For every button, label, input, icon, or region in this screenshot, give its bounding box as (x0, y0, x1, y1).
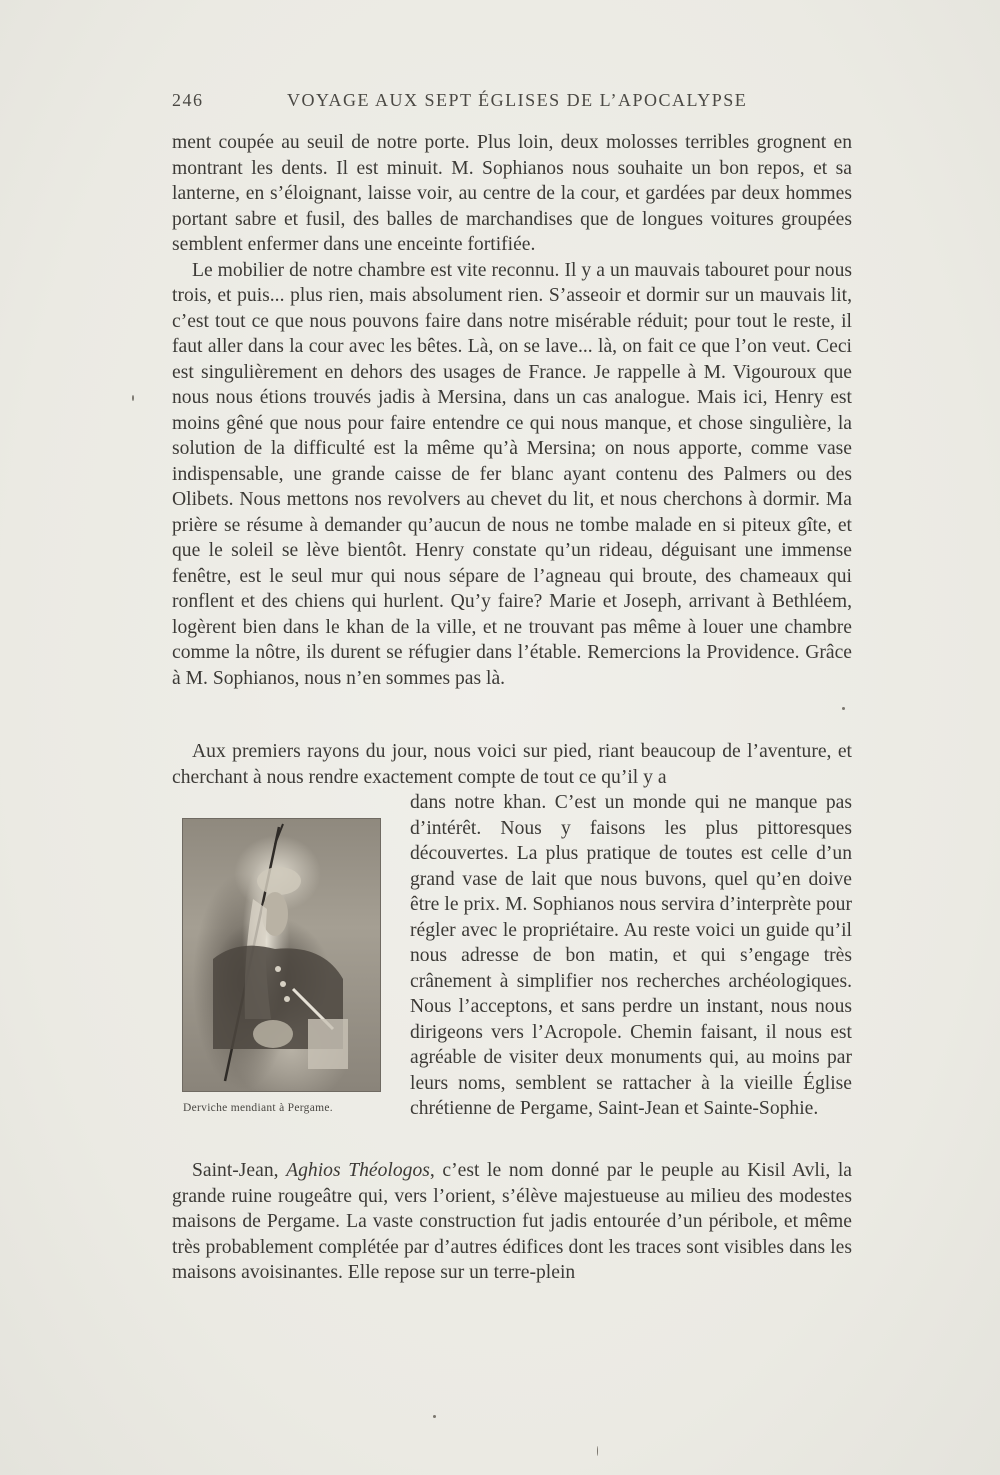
running-title: VOYAGE AUX SEPT ÉGLISES DE L’APOCALYPSE (287, 90, 748, 110)
photo-illustration (183, 819, 380, 1091)
text-run: , c’est le nom donné par le peuple au Kisil Avli, la grande ruine rougeâtre qui, vers l’orient, s’élève majestueuse au milieu des modestes maisons de Pergame. La vaste construction fut jadis entourée d’un péribole, et même très probablement complétée par d’autres édifices dont les traces sont visibles dans les maisons avoisinantes. Elle repose sur un terre-plein (172, 1160, 852, 1283)
figure-caption: Derviche mendiant à Pergame. (183, 1102, 333, 1114)
body-text-aux-start (172, 739, 852, 790)
body-text-wrapped (410, 790, 852, 1122)
speck (132, 395, 134, 401)
paragraph: dans notre khan. C’est un monde qui ne manque pas d’intérêt. Nous y faisons les plus pittoresques découvertes. La plus pratique de toutes est celle d’un grand vase de lait que nous buvons, quel qu’en doive être le prix. M. Sophianos nous servira d’interprète pour régler avec le propriétaire. Au reste voici un guide qu’il nous adresse de bon matin, et qui s’engage très crânement à simplifier nos recherches archéologiques. Nous l’acceptons, et sans perdre un instant, nous nous dirigeons vers l’Acropole. Chemin faisant, il nous est agréable de visiter deux monuments qui, au moins par leurs noms, semblent se rattacher à la vieille Église chrétienne de Pergame, Saint-Jean et Sainte-Sophie. (410, 792, 852, 1119)
speck (597, 1446, 598, 1456)
figure-wrap-area (172, 790, 852, 1160)
paragraph: Le mobilier de notre chambre est vite reconnu. Il y a un mauvais tabouret pour nous trois, et puis... plus rien, mais absolument rien. S’asseoir et dormir sur un mauvais lit, c’est tout ce que nous pouvons faire dans notre misérable réduit; pour tout le reste, il faut aller dans la cour avec les bêtes. Là, on se lave... là, on fait ce que l’on veut. Ceci est singulièrement en dehors des usages de France. Je rappelle à M. Vigouroux que nous nous étions trouvés jadis à Mersina, dans un cas analogue. Mais ici, Henry est moins gêné que nous pour faire entendre ce qui nous manque, et chose singulière, la solution de la difficulté est la même qu’à Mersina; on nous apporte, comme vase indispensable, une grande caisse de fer blanc ayant contenu des Palmers ou des Olibets. Nous mettons nos revolvers au chevet du lit, et nous cherchons à dormir. Ma prière se résume à demander qu’aucun de nous ne tombe malade en si piteux gîte, et que le soleil se lève bientôt. Henry constate qu’un rideau, déguisant une immense fenêtre, est le seul mur qui nous sépare de l’agneau qui broute, des chameaux qui ronflent et des chiens qui hurlent. Qu’y faire? Marie et Joseph, arrivant à Bethléem, logèrent bien dans le khan de la ville, et ne trouvant pas même à louer une chambre comme la nôtre, ils durent se réfugier dans l’étable. Remercions la Providence. Grâce à M. Sophianos, nous n’en sommes pas là. (172, 259, 852, 689)
italic-term: Aghios Théologos (286, 1160, 430, 1181)
figure (182, 818, 387, 1114)
page-number: 246 (172, 90, 204, 110)
dervish-photograph (182, 818, 381, 1092)
page-header (172, 90, 852, 116)
paragraph-saint-jean (172, 1158, 852, 1286)
speck (433, 1415, 436, 1418)
text-run: Saint-Jean, (192, 1160, 287, 1181)
speck (842, 707, 845, 710)
body-text-bottom (172, 1158, 852, 1286)
body-text-top (172, 130, 852, 691)
paragraph: Aux premiers rayons du jour, nous voici sur pied, riant beaucoup de l’aventure, et cherchant à nous rendre exactement compte de tout ce qu’il y a (172, 741, 852, 788)
paragraph: ment coupée au seuil de notre porte. Plus loin, deux molosses terribles grognent en montrant les dents. Il est minuit. M. Sophianos nous souhaite un bon repos, et sa lanterne, en s’éloignant, laisse voir, au centre de la cour, et gardées par deux hommes portant sabre et fusil, des balles de marchandises que de longues voitures groupées semblent enfermer dans une enceinte fortifiée. (172, 132, 852, 255)
